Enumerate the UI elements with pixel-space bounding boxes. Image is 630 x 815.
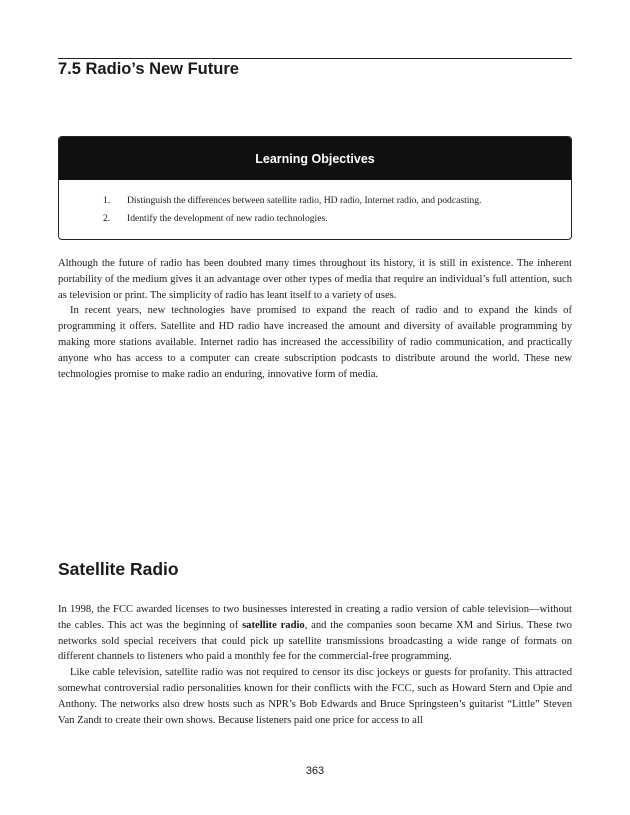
key-term: satellite radio (242, 619, 305, 631)
list-item (59, 192, 571, 210)
list-item-number: 1. (103, 195, 111, 206)
section-title: 7.5 Radio’s New Future (58, 60, 239, 78)
learning-objectives-box (58, 136, 572, 240)
learning-objectives-header: Learning Objectives (59, 137, 571, 180)
list-item-text: Distinguish the differences between satellite radio, HD radio, Internet radio, and podcasting. (127, 195, 482, 206)
list-item-text: Identify the development of new radio technologies. (127, 213, 328, 224)
list-item (59, 210, 571, 228)
paragraph: Although the future of radio has been doubted many times throughout its history, it is still in existence. The inherent portability of the medium gives it an advantage over other types of media that require an individual’s full attention, such as television or print. The simplicity of radio has leant itself to a variety of uses. (58, 258, 572, 301)
paragraph-text: , and the companies soon became XM and Sirius. These two networks sold special receivers that could pick up satellite transmissions broadcasting a wide range of formats on different channels to listeners who paid a monthly fee for the commercial-free programming. (58, 619, 572, 663)
top-rule (58, 58, 572, 59)
intro-text (58, 256, 572, 382)
subsection-heading: Satellite Radio (58, 559, 179, 579)
paragraph (58, 602, 572, 665)
paragraph: Like cable television, satellite radio was not required to censor its disc jockeys or guests for profanity. This attracted somewhat controversial radio personalities known for their conflicts with the FCC, such as Howard Stern and Opie and Anthony. The networks also drew hosts such as NPR’s Bob Edwards and Bruce Springsteen’s guitarist “Little” Steven Van Zandt to create their own shows. Because listeners paid one price for access to all (58, 667, 572, 726)
satellite-radio-text (58, 602, 572, 728)
list-item-number: 2. (103, 213, 111, 224)
paragraph-text: In 1998, the FCC awarded licenses to two businesses interested in creating a radio version of cable television—without the cables. This act was the beginning of (58, 604, 572, 631)
learning-objectives-list (59, 192, 571, 228)
page-number: 363 (305, 765, 325, 777)
paragraph: In recent years, new technologies have promised to expand the reach of radio and to expand the kinds of programming it offers. Satellite and HD radio have increased the amount and diversity of available programming by making more stations available. Internet radio has increased the accessibility of radio communication, and practically anyone who has access to a computer can create subscription podcasts to distribute around the world. These new technologies promise to make radio an enduring, innovative form of media. (58, 305, 572, 380)
